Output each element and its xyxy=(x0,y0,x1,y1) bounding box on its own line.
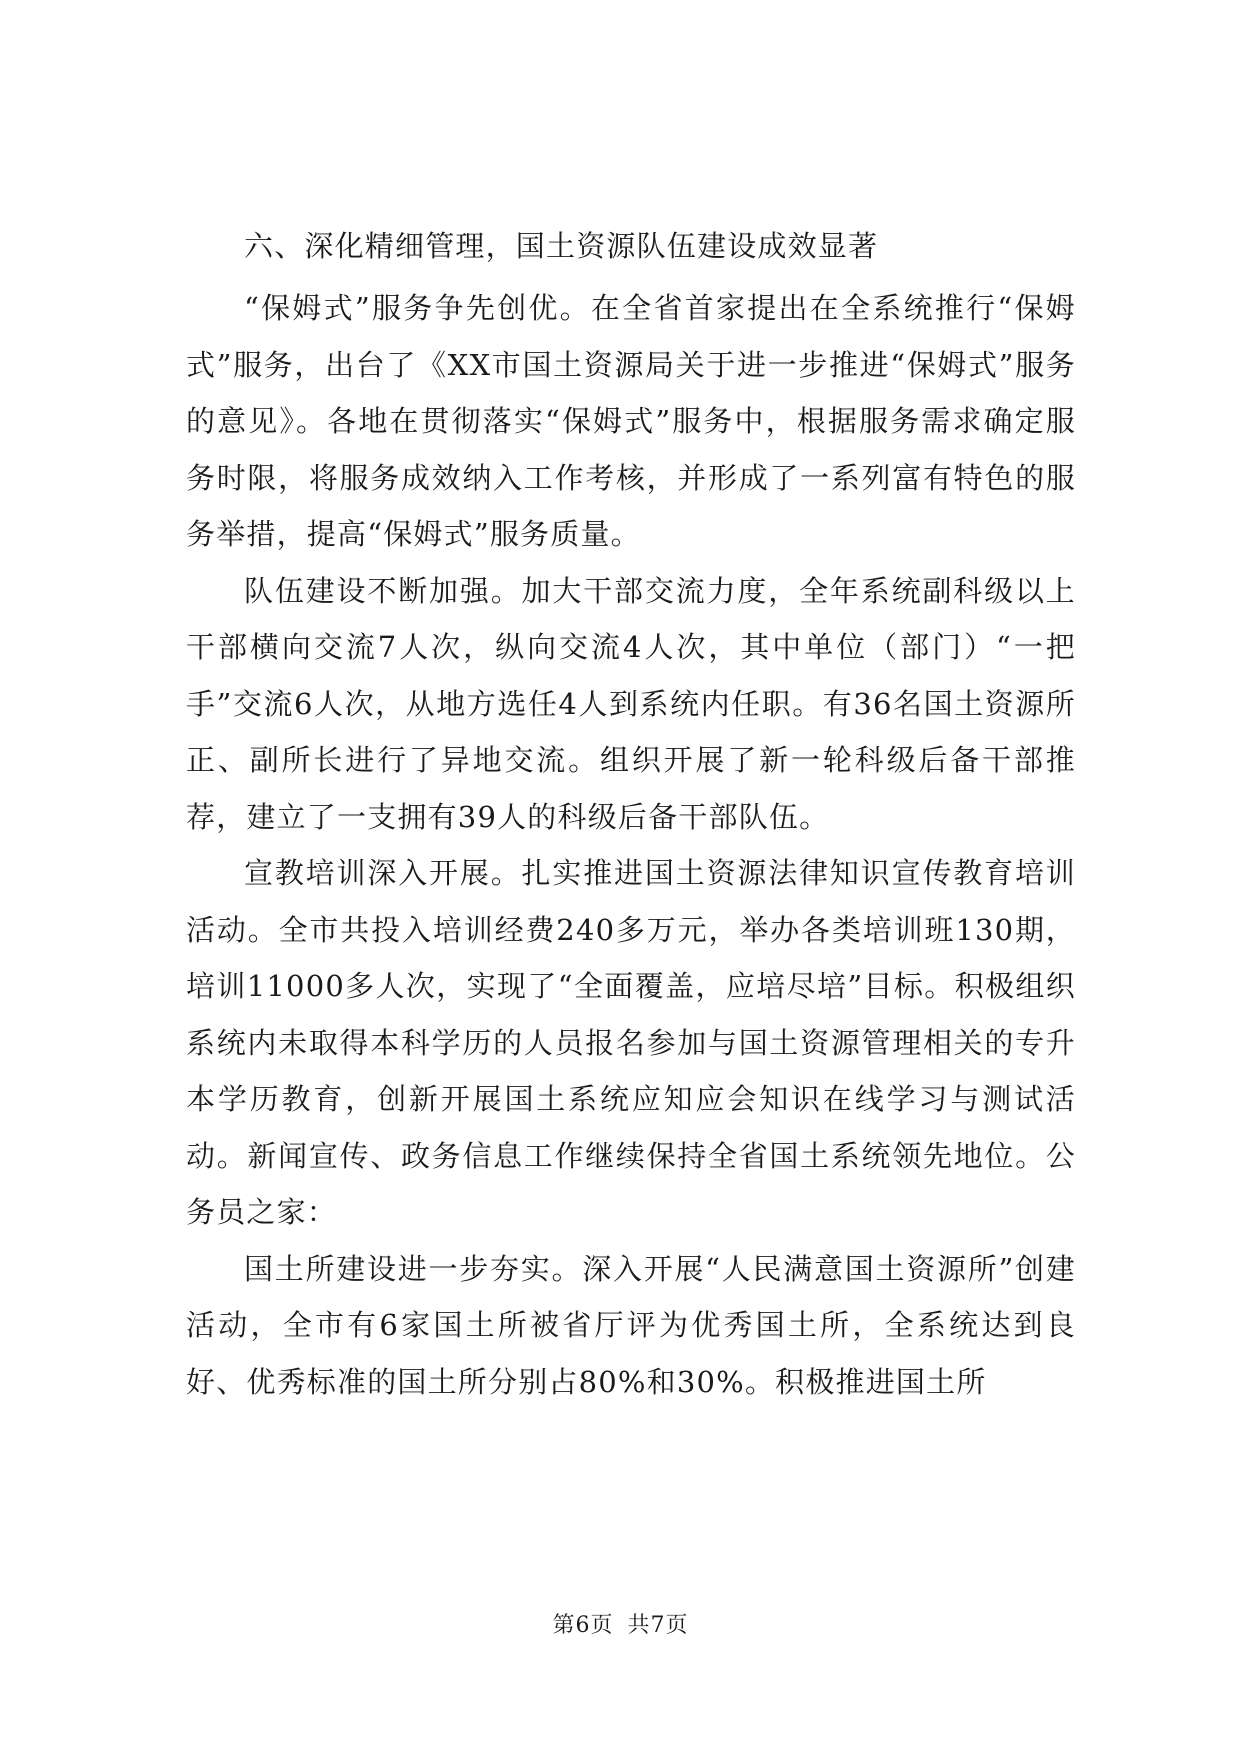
paragraph-service: “保姆式”服务争先创优。在全省首家提出在全系统推行“保姆式”服务，出台了《XX市国土资源局关于进一步推进“保姆式”服务的意见》。各地在贯彻落实“保姆式”服务中，根据服务需求确定服务时限，将服务成效纳入工作考核，并形成了一系列富有特色的服务举措，提高“保姆式”服务质量。 xyxy=(186,291,1076,551)
document-body xyxy=(186,218,1076,1410)
page-total: 共7页 xyxy=(627,1613,689,1638)
page-footer xyxy=(0,1608,1241,1639)
section-heading: 六、深化精细管理，国土资源队伍建设成效显著 xyxy=(244,229,879,263)
paragraph-land-office: 国土所建设进一步夯实。深入开展“人民满意国土资源所”创建活动，全市有6家国土所被省厅评为优秀国土所，全系统达到良好、优秀标准的国土所分别占80%和30%。积极推进国土所 xyxy=(186,1251,1076,1399)
paragraph-team-building: 队伍建设不断加强。加大干部交流力度，全年系统副科级以上干部横向交流7人次，纵向交流4人次，其中单位（部门）“一把手”交流6人次，从地方选任4人到系统内任职。有36名国土资源所正、副所长进行了异地交流。组织开展了新一轮科级后备干部推荐，建立了一支拥有39人的科级后备干部队伍。 xyxy=(186,573,1076,834)
page-number: 第6页 xyxy=(552,1613,614,1638)
paragraph-training: 宣教培训深入开展。扎实推进国土资源法律知识宣传教育培训活动。全市共投入培训经费240多万元，举办各类培训班130期，培训11000多人次，实现了“全面覆盖，应培尽培”目标。积极组织系统内未取得本科学历的人员报名参加与国土资源管理相关的专升本学历教育，创新开展国土系统应知应会知识在线学习与测试活动。新闻宣传、政务信息工作继续保持全省国土系统领先地位。公务员之家： xyxy=(186,856,1076,1229)
